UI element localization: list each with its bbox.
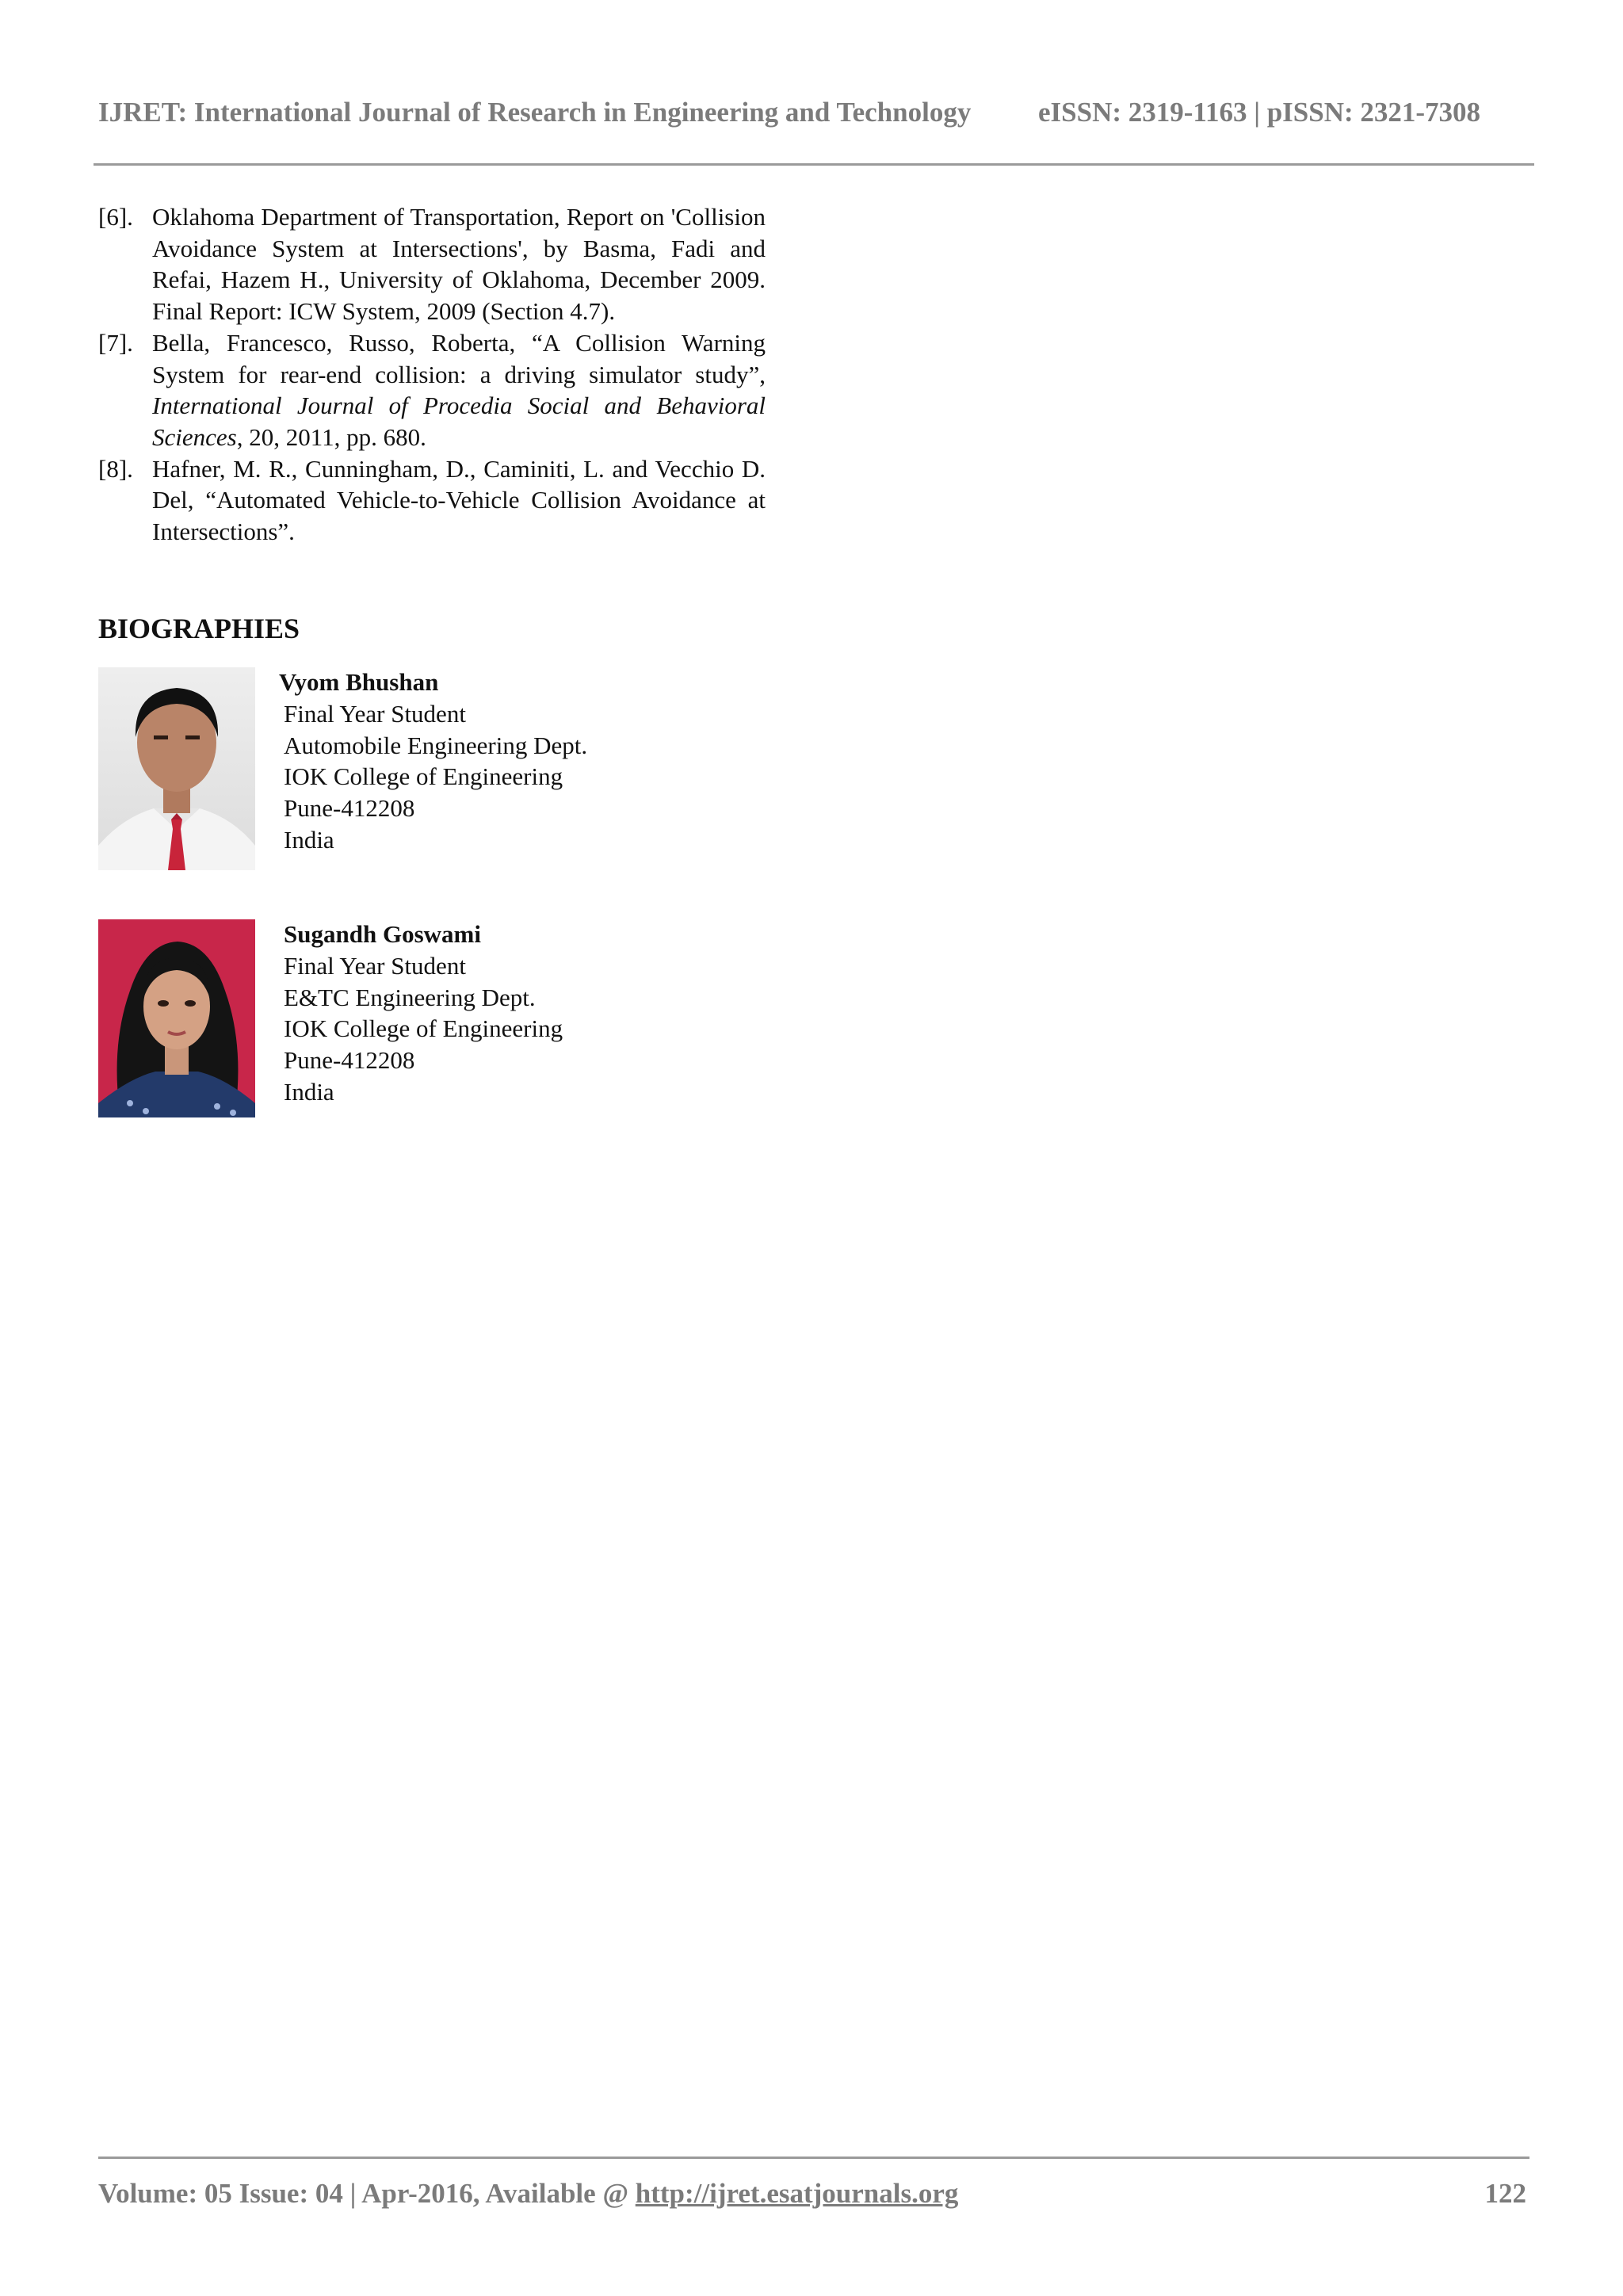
- issn-numbers: eISSN: 2319-1163 | pISSN: 2321-7308: [1038, 97, 1481, 128]
- author-name: Vyom Bhushan: [279, 668, 439, 696]
- journal-website-link[interactable]: http://ijret.esatjournals.org: [635, 2178, 959, 2209]
- author-bio-sugandh-goswami: [284, 919, 563, 1108]
- author-city: Pune-412208: [284, 1046, 415, 1075]
- reference-item: [98, 327, 766, 453]
- author-department: E&TC Engineering Dept.: [284, 983, 536, 1011]
- author-city: Pune-412208: [284, 794, 415, 823]
- reference-item: [98, 453, 766, 548]
- author-bio-vyom-bhushan: [279, 667, 588, 856]
- volume-issue-text: Volume: 05 Issue: 04 | Apr-2016, Available @: [98, 2178, 636, 2209]
- running-header: [98, 97, 1506, 128]
- reference-text: Oklahoma Department of Transportation, Report on 'Collision Avoidance System at Intersections', by Basma, Fadi and Refai, Hazem H., University of Oklahoma, December 2009. Final Report: ICW System, 2009 (Section 4.7).: [152, 203, 766, 326]
- page-number: 122: [1484, 2178, 1526, 2209]
- author-name: Sugandh Goswami: [284, 920, 481, 948]
- author-role: Final Year Student: [284, 699, 466, 728]
- reference-text-end: , 20, 2011, pp. 680.: [236, 422, 426, 451]
- reference-text: Hafner, M. R., Cunningham, D., Caminiti, L. and Vecchio D. Del, “Automated Vehicle-to-Vehicle Collision Avoidance at Intersections”.: [152, 454, 766, 546]
- reference-journal-name: International Journal of Procedia Social and Behavioral Sciences: [152, 392, 766, 451]
- author-country: India: [284, 825, 334, 854]
- reference-item: [98, 201, 766, 327]
- reference-text: [152, 327, 766, 453]
- author-college: IOK College of Engineering: [284, 762, 563, 791]
- footer-rule: [98, 2157, 1529, 2159]
- reference-text-start: Bella, Francesco, Russo, Roberta, “A Collision Warning System for rear-end collision: a driving simulator study”,: [152, 328, 766, 388]
- author-photo-sugandh-goswami: [98, 919, 255, 1117]
- reference-number: [8].: [98, 454, 133, 483]
- journal-title: IJRET: International Journal of Research in Engineering and Technology: [98, 97, 972, 128]
- author-role: Final Year Student: [284, 951, 466, 980]
- author-department: Automobile Engineering Dept.: [284, 731, 588, 759]
- author-country: India: [284, 1077, 334, 1106]
- reference-number: [7].: [98, 328, 133, 357]
- references-list: [98, 201, 766, 548]
- reference-number: [6].: [98, 203, 133, 231]
- header-rule: [94, 163, 1534, 166]
- running-footer: [98, 2178, 1529, 2210]
- biographies-heading: BIOGRAPHIES: [98, 613, 300, 644]
- author-college: IOK College of Engineering: [284, 1014, 563, 1043]
- author-photo-vyom-bhushan: [98, 667, 255, 870]
